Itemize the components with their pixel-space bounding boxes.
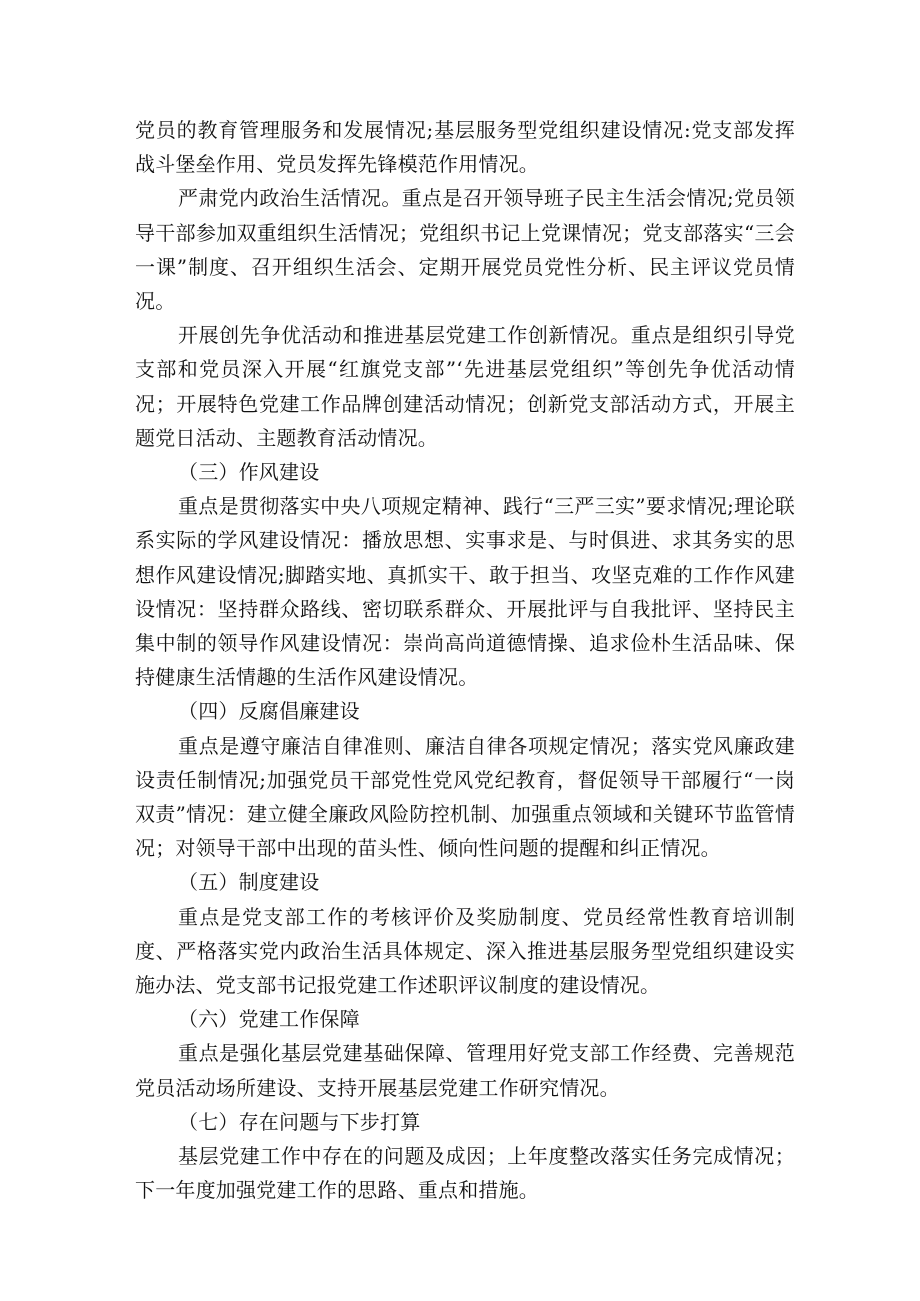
- section-heading: （三）作风建设: [178, 460, 320, 485]
- paragraph: 重点是遵守廉洁自律准则、廉洁自律各项规定情况；落实党风廉政建设责任制情况;加强党员干部党性党风党纪教育，督促领导干部履行“一岗双责”情况：建立健全廉政风险防控机制、加强重点领域和关键环节监管情况；对领导干部中出现的苗头性、倾向性问题的提醒和纠正情况。: [135, 733, 795, 861]
- paragraph: 开展创先争优活动和推进基层党建工作创新情况。重点是组织引导党支部和党员深入开展“红旗党支部”‘先进基层党组织”等创先争优活动情况；开展特色党建工作品牌创建活动情况；创新党支部活动方式，开展主题党日活动、主题教育活动情况。: [135, 323, 795, 450]
- paragraph: 重点是强化基层党建基础保障、管理用好党支部工作经费、完善规范党员活动场所建设、支持开展基层党建工作研究情况。: [135, 1041, 795, 1100]
- section-heading: （四）反腐倡廉建设: [178, 699, 360, 724]
- paragraph: 党员的教育管理服务和发展情况;基层服务型党组织建设情况:党支部发挥战斗堡垒作用、党员发挥先锋模范作用情况。: [135, 118, 795, 177]
- paragraph: 严肃党内政治生活情况。重点是召开领导班子民主生活会情况;党员领导干部参加双重组织生活情况；党组织书记上党课情况；党支部落实“三会一课”制度、召开组织生活会、定期开展党员党性分析、民主评议党员情况。: [135, 186, 795, 314]
- section-heading: （六）党建工作保障: [178, 1007, 360, 1032]
- section-heading: （七）存在问题与下步打算: [178, 1109, 421, 1134]
- document-body: [135, 113, 795, 1208]
- paragraph: 重点是贯彻落实中央八项规定精神、践行“三严三实”要求情况;理论联系实际的学风建设情况：播放思想、实事求是、与时俱进、求其务实的思想作风建设情况;脚踏实地、真抓实干、敢于担当、攻坚克难的工作作风建设情况：坚持群众路线、密切联系群众、开展批评与自我批评、坚持民主集中制的领导作风建设情况：崇尚高尚道德情操、追求俭朴生活品味、保持健康生活情趣的生活作风建设情况。: [135, 494, 795, 690]
- paragraph: 基层党建工作中存在的问题及成因；上年度整改落实任务完成情况；下一年度加强党建工作的思路、重点和措施。: [135, 1144, 795, 1203]
- paragraph: 重点是党支部工作的考核评价及奖励制度、党员经常性教育培训制度、严格落实党内政治生活具体规定、深入推进基层服务型党组织建设实施办法、党支部书记报党建工作述职评议制度的建设情况。: [135, 904, 795, 998]
- section-heading: （五）制度建设: [178, 870, 320, 895]
